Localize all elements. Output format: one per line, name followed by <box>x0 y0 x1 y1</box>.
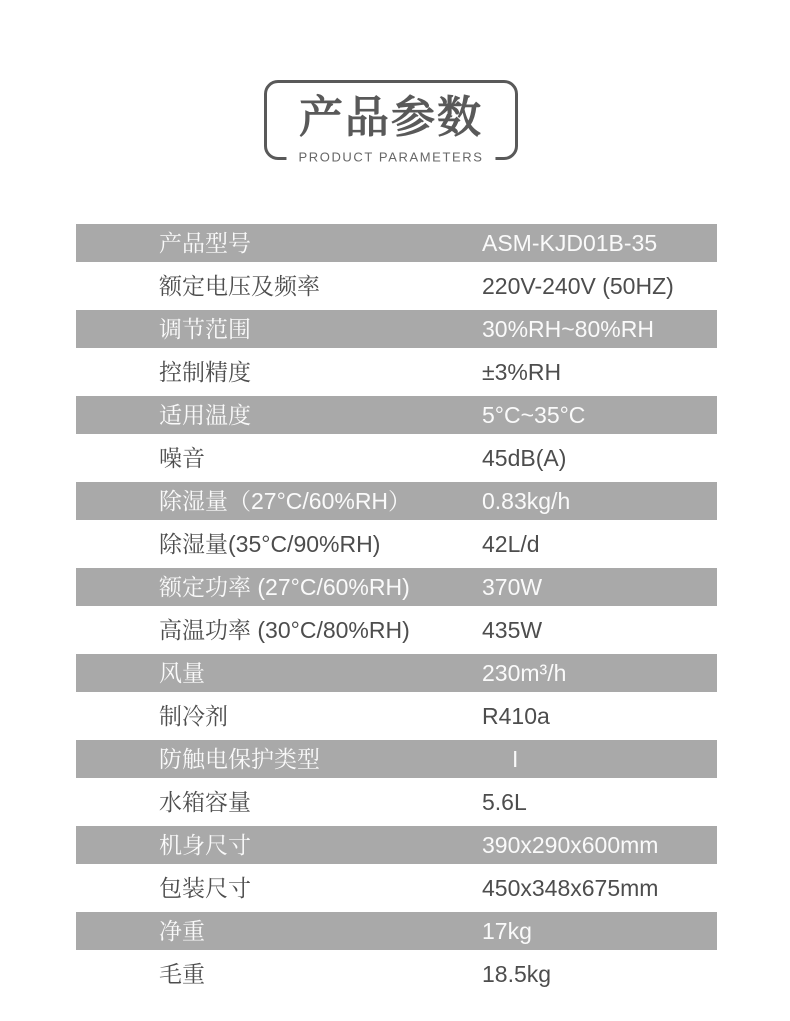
spec-table <box>76 224 717 998</box>
spec-row-dehumid-35 <box>76 520 717 568</box>
spec-value: 45dB(A) <box>482 444 567 471</box>
spec-value: R410a <box>482 702 550 729</box>
spec-label: 包装尺寸 <box>159 874 251 901</box>
spec-value: ±3%RH <box>482 358 562 385</box>
spec-row-noise <box>76 434 717 482</box>
spec-label: 高温功率 (30°C/80%RH) <box>159 616 410 643</box>
spec-row-rated-power <box>76 568 717 606</box>
spec-value: 450x348x675mm <box>482 874 659 901</box>
spec-label: 净重 <box>159 917 205 944</box>
spec-label: 毛重 <box>159 960 205 987</box>
page-subtitle: PRODUCT PARAMETERS <box>286 150 495 166</box>
spec-value: 5°C~35°C <box>482 401 586 428</box>
spec-row-airflow <box>76 654 717 692</box>
spec-row-model <box>76 224 717 262</box>
product-parameters-header <box>264 80 518 165</box>
spec-row-body-size <box>76 826 717 864</box>
spec-label: 适用温度 <box>159 401 251 428</box>
spec-row-adjust-range <box>76 310 717 348</box>
spec-value: 0.83kg/h <box>482 487 571 514</box>
spec-value: ASM-KJD01B-35 <box>482 229 658 256</box>
spec-row-voltage <box>76 262 717 310</box>
spec-label: 除湿量(35°C/90%RH) <box>159 530 381 557</box>
spec-value: 17kg <box>482 917 532 944</box>
spec-value: 390x290x600mm <box>482 831 659 858</box>
spec-label: 风量 <box>159 659 205 686</box>
spec-label: 额定电压及频率 <box>159 272 320 299</box>
spec-label: 调节范围 <box>159 315 251 342</box>
spec-row-shock-protection <box>76 740 717 778</box>
spec-value: 42L/d <box>482 530 540 557</box>
spec-label: 水箱容量 <box>159 788 251 815</box>
spec-value: 18.5kg <box>482 960 552 987</box>
spec-value: 370W <box>482 573 543 600</box>
spec-value: 435W <box>482 616 543 643</box>
spec-row-dehumid-27 <box>76 482 717 520</box>
spec-label: 噪音 <box>159 444 205 471</box>
spec-label: 控制精度 <box>159 358 251 385</box>
spec-value: 220V-240V (50HZ) <box>482 272 674 299</box>
spec-label: 制冷剂 <box>159 702 228 729</box>
spec-row-refrigerant <box>76 692 717 740</box>
spec-label: 除湿量（27°C/60%RH） <box>159 487 412 514</box>
spec-value: 5.6L <box>482 788 527 815</box>
spec-row-package-size <box>76 864 717 912</box>
spec-value: 30%RH~80%RH <box>482 315 654 342</box>
page-title: 产品参数 <box>299 93 483 142</box>
spec-label: 产品型号 <box>159 229 251 256</box>
spec-row-tank-capacity <box>76 778 717 826</box>
spec-row-net-weight <box>76 912 717 950</box>
spec-row-gross-weight <box>76 950 717 998</box>
spec-row-temp-range <box>76 396 717 434</box>
spec-label: 机身尺寸 <box>159 831 251 858</box>
spec-row-control-accuracy <box>76 348 717 396</box>
spec-value: I <box>512 745 519 772</box>
spec-value: 230m³/h <box>482 659 567 686</box>
spec-row-hightemp-power <box>76 606 717 654</box>
spec-label: 额定功率 (27°C/60%RH) <box>159 573 410 600</box>
spec-label: 防触电保护类型 <box>159 745 320 772</box>
